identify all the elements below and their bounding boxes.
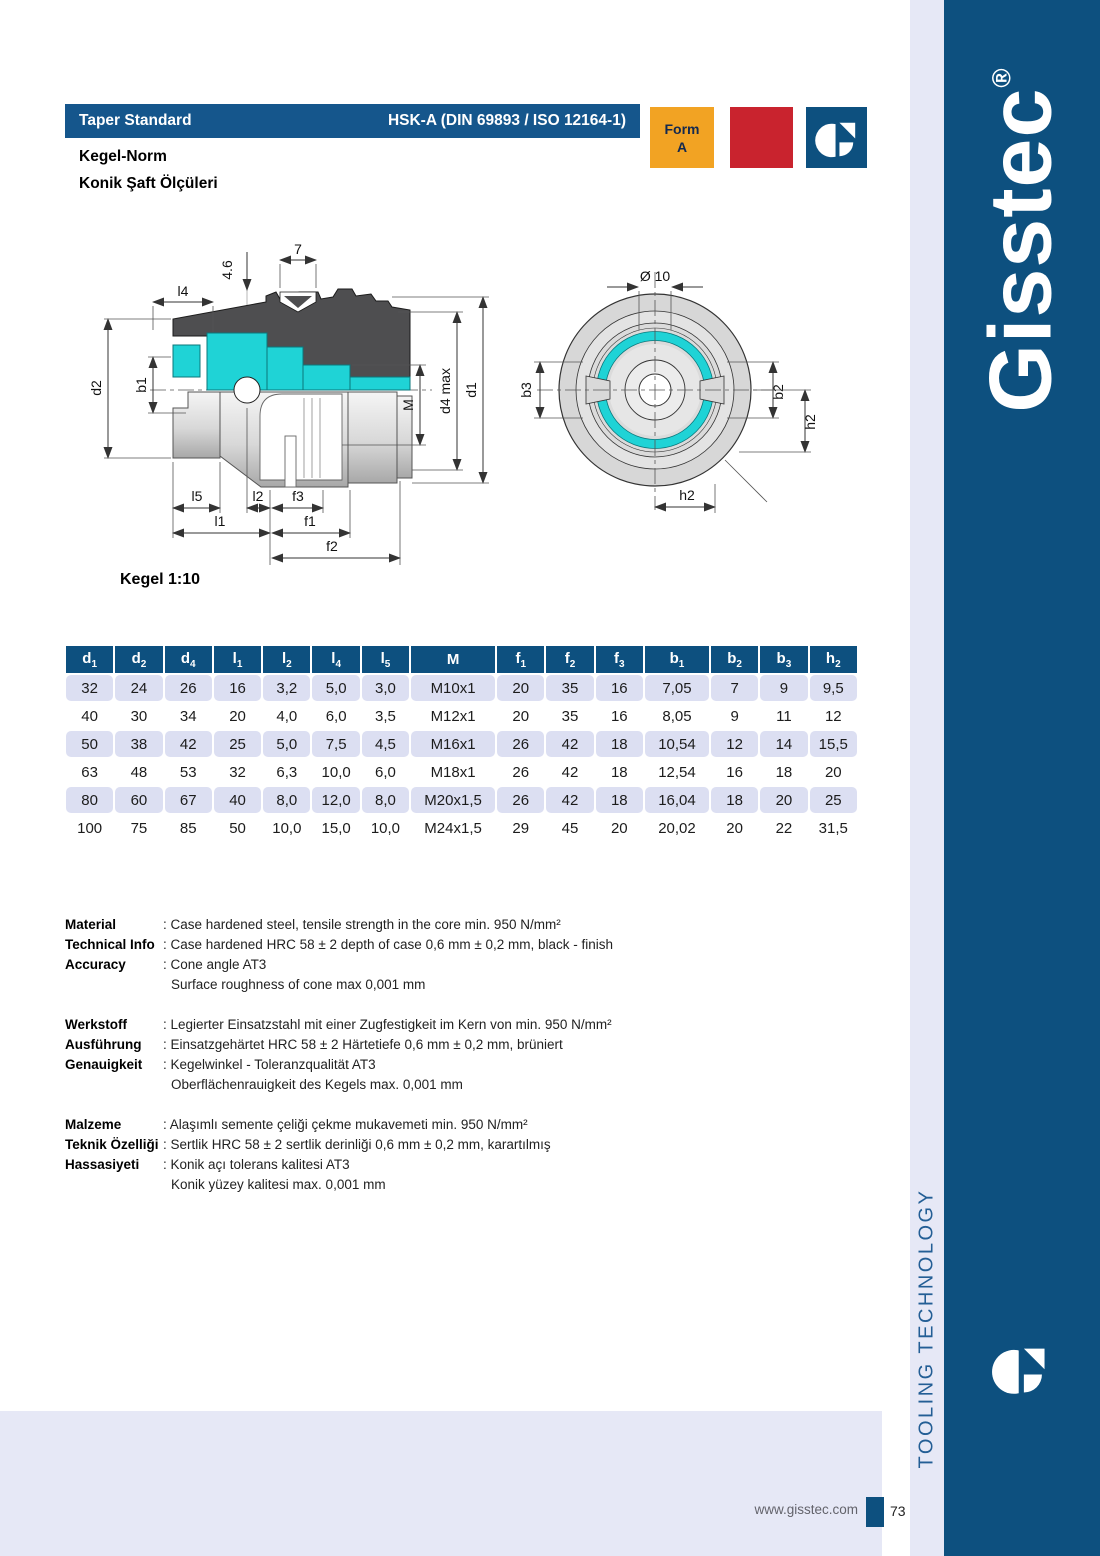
spec-row bbox=[65, 1115, 785, 1135]
table-cell: 20 bbox=[512, 707, 530, 725]
spec-label: Teknik Özelliği bbox=[65, 1137, 159, 1152]
dim-label-b2: b2 bbox=[770, 384, 786, 400]
table-cell: 5,0 bbox=[263, 731, 310, 757]
col-header-f1: $f_1$ bbox=[497, 646, 544, 673]
spec-label: Genauigkeit bbox=[65, 1057, 143, 1072]
col-header-f2: $f_2$ bbox=[546, 646, 593, 673]
table-cell: 40 bbox=[214, 787, 261, 813]
dim-label-4-6: 4.6 bbox=[219, 260, 235, 280]
table-cell: 100 bbox=[77, 819, 103, 837]
registered-trademark-icon: ® bbox=[987, 67, 1018, 88]
col-header-h2: $h_2$ bbox=[810, 646, 857, 673]
footer-band bbox=[0, 1411, 882, 1556]
col-header-b3: $b_3$ bbox=[760, 646, 807, 673]
dim-label-l1: l1 bbox=[214, 513, 226, 529]
table-cell: 12,0 bbox=[312, 787, 359, 813]
brand-logo-vertical bbox=[942, 50, 1100, 430]
col-header-l2: $l_2$ bbox=[263, 646, 310, 673]
table-cell: 8,05 bbox=[662, 707, 692, 725]
spec-row bbox=[65, 1035, 785, 1055]
spec-text: : Konik açı tolerans kalitesi AT3 bbox=[163, 1157, 350, 1172]
table-cell: 18 bbox=[596, 787, 643, 813]
table-cell: 20,02 bbox=[658, 819, 696, 837]
drawing-caption: Kegel 1:10 bbox=[120, 571, 201, 588]
table-cell: 10,0 bbox=[321, 763, 351, 781]
table-cell: 45 bbox=[561, 819, 579, 837]
table-cell: 7,5 bbox=[312, 731, 359, 757]
spec-label bbox=[65, 1075, 163, 1095]
table-cell: 4,5 bbox=[362, 731, 409, 757]
table-cell: 50 bbox=[229, 819, 246, 837]
spec-text: : Sertlik HRC 58 ± 2 sertlik derinliği 0,6 mm ± 0,2 mm, karartılmış bbox=[163, 1137, 551, 1152]
table-cell: 16 bbox=[596, 675, 643, 701]
page-number-marker bbox=[866, 1497, 884, 1527]
spec-text: : Case hardened HRC 58 ± 2 depth of case 0,6 mm ± 0,2 mm, black - finish bbox=[163, 937, 614, 952]
table-cell: 12 bbox=[824, 707, 842, 725]
col-header-d1: $d_1$ bbox=[66, 646, 113, 673]
brand-tagline-vertical bbox=[910, 1178, 944, 1478]
table-cell: 22 bbox=[775, 819, 793, 837]
table-cell: 16 bbox=[610, 707, 628, 725]
dim-label-b1: b1 bbox=[133, 377, 149, 393]
table-row bbox=[66, 675, 857, 701]
table-cell: 26 bbox=[512, 763, 530, 781]
side-view bbox=[88, 241, 489, 588]
table-cell: 42 bbox=[165, 731, 212, 757]
spec-row bbox=[65, 1055, 785, 1075]
dim-label-b3: b3 bbox=[518, 382, 534, 398]
spec-label bbox=[65, 975, 163, 995]
table-cell: 75 bbox=[130, 819, 148, 837]
front-view bbox=[518, 268, 818, 513]
gisstec-g-logo-small bbox=[806, 107, 867, 168]
table-cell: 25 bbox=[810, 787, 857, 813]
dim-label-f2: f2 bbox=[326, 538, 338, 554]
form-badge-line2: A bbox=[676, 138, 688, 155]
table-cell: 18 bbox=[596, 731, 643, 757]
table-cell: M16x1 bbox=[411, 731, 495, 757]
col-header-b2: $b_2$ bbox=[711, 646, 758, 673]
table-cell: M10x1 bbox=[411, 675, 495, 701]
table-cell: 34 bbox=[179, 707, 197, 725]
table-cell: 6,0 bbox=[325, 707, 347, 725]
table-cell: 85 bbox=[179, 819, 197, 837]
table-row bbox=[66, 703, 857, 729]
table-cell: 5,0 bbox=[312, 675, 359, 701]
table-cell: 12,54 bbox=[658, 763, 696, 781]
table-cell: 3,5 bbox=[375, 707, 396, 725]
page-number: 73 bbox=[890, 1503, 906, 1519]
header-logo-badge bbox=[806, 107, 867, 168]
spec-row bbox=[65, 955, 785, 975]
table-header-row bbox=[66, 646, 857, 673]
spec-row bbox=[65, 1075, 785, 1095]
table-cell: 53 bbox=[179, 763, 197, 781]
table-cell: 14 bbox=[760, 731, 807, 757]
table-cell: M24x1,5 bbox=[424, 819, 482, 837]
table-cell: 40 bbox=[81, 707, 98, 725]
table-cell: M12x1 bbox=[430, 707, 476, 725]
spec-label: Accuracy bbox=[65, 957, 126, 972]
dim-label-h2-bottom: h2 bbox=[679, 487, 695, 503]
table-cell: 35 bbox=[561, 707, 579, 725]
dim-label-7: 7 bbox=[294, 241, 302, 257]
spec-label: Technical Info bbox=[65, 937, 155, 952]
table-cell: 18 bbox=[610, 763, 628, 781]
table-cell: 67 bbox=[165, 787, 212, 813]
dim-label-l2: l2 bbox=[252, 488, 264, 504]
table-cell: 42 bbox=[546, 787, 593, 813]
table-cell: 11 bbox=[776, 707, 792, 725]
table-cell: 32 bbox=[66, 675, 113, 701]
spec-text: : Case hardened steel, tensile strength in the core min. 950 N/mm² bbox=[163, 917, 561, 932]
col-header-l1: $l_1$ bbox=[214, 646, 261, 673]
col-header-m: M bbox=[411, 646, 495, 673]
table-cell: 7 bbox=[711, 675, 758, 701]
table-cell: 80 bbox=[66, 787, 113, 813]
col-header-d4: $d_4$ bbox=[165, 646, 212, 673]
table-cell: 26 bbox=[165, 675, 212, 701]
spec-text: : Kegelwinkel - Toleranzqualität AT3 bbox=[163, 1057, 376, 1072]
spec-label: Werkstoff bbox=[65, 1017, 128, 1032]
dim-label-d4max: d4 max bbox=[437, 368, 453, 414]
dim-label-m: M bbox=[400, 399, 416, 411]
table-cell: 18 bbox=[711, 787, 758, 813]
spec-block-de bbox=[65, 1015, 785, 1095]
form-badge-line1: Form bbox=[664, 120, 700, 137]
spec-row bbox=[65, 1175, 785, 1195]
gisstec-g-logo bbox=[980, 1328, 1060, 1408]
table-cell: 9,5 bbox=[810, 675, 857, 701]
dim-label-h2-right: h2 bbox=[802, 414, 818, 430]
spec-row bbox=[65, 915, 785, 935]
table-cell: 20 bbox=[824, 763, 842, 781]
spec-label: Ausführung bbox=[65, 1037, 142, 1052]
table-cell: 12 bbox=[711, 731, 758, 757]
spec-text: : Legierter Einsatzstahl mit einer Zugfestigkeit im Kern von min. 950 N/mm² bbox=[163, 1017, 612, 1032]
spec-label: Hassasiyeti bbox=[65, 1157, 140, 1172]
table-cell: 24 bbox=[115, 675, 162, 701]
col-header-b1: $b_1$ bbox=[645, 646, 709, 673]
table-cell: 16,04 bbox=[645, 787, 709, 813]
table-cell: 8,0 bbox=[362, 787, 409, 813]
table-cell: 63 bbox=[81, 763, 98, 781]
table-cell: 31,5 bbox=[818, 819, 848, 837]
spec-text: Oberflächenrauigkeit des Kegels max. 0,001 mm bbox=[171, 1077, 463, 1092]
table-cell: 48 bbox=[130, 763, 148, 781]
table-cell: 16 bbox=[726, 763, 743, 781]
subtitle-turkish: Konik Şaft Ölçüleri bbox=[79, 175, 218, 192]
table-cell: 20 bbox=[610, 819, 628, 837]
header-bar bbox=[65, 104, 640, 138]
spec-label: Material bbox=[65, 917, 117, 932]
table-cell: 8,0 bbox=[263, 787, 310, 813]
table-cell: 6,0 bbox=[375, 763, 396, 781]
dimension-table bbox=[64, 644, 862, 843]
table-cell: 38 bbox=[115, 731, 162, 757]
table-body bbox=[66, 675, 857, 841]
table-cell: 26 bbox=[497, 731, 544, 757]
dim-label-f1: f1 bbox=[304, 513, 316, 529]
table-cell: 29 bbox=[512, 819, 530, 837]
spec-row bbox=[65, 1015, 785, 1035]
table-row bbox=[66, 759, 857, 785]
spec-label bbox=[65, 1175, 163, 1195]
standard-title: HSK-A (DIN 69893 / ISO 12164-1) bbox=[387, 112, 626, 129]
table-cell: 42 bbox=[561, 763, 579, 781]
table-cell: 6,3 bbox=[276, 763, 298, 781]
table-row bbox=[66, 787, 857, 813]
table-cell: 10,0 bbox=[272, 819, 302, 837]
table-cell: 35 bbox=[546, 675, 593, 701]
brand-logo-text: Gisstec® bbox=[971, 67, 1071, 413]
table-cell: M18x1 bbox=[430, 763, 476, 781]
table-cell: 10,0 bbox=[370, 819, 401, 837]
table-cell: 7,05 bbox=[645, 675, 709, 701]
table-cell: 10,54 bbox=[645, 731, 709, 757]
spec-block-en bbox=[65, 915, 785, 995]
spec-text: : Einsatzgehärtet HRC 58 ± 2 Härtetiefe 0,6 mm ± 0,2 mm, brüniert bbox=[163, 1037, 563, 1052]
subtitle-german: Kegel-Norm bbox=[79, 148, 167, 165]
spec-row bbox=[65, 975, 785, 995]
spec-row bbox=[65, 935, 785, 955]
table-cell: 4,0 bbox=[276, 707, 298, 725]
spec-row bbox=[65, 1135, 785, 1155]
table-row bbox=[66, 815, 857, 841]
table-cell: 60 bbox=[115, 787, 162, 813]
table-cell: 50 bbox=[66, 731, 113, 757]
dim-label-d1: d1 bbox=[463, 382, 479, 398]
spec-label: Malzeme bbox=[65, 1117, 122, 1132]
table-cell: 26 bbox=[497, 787, 544, 813]
col-header-l5: $l_5$ bbox=[362, 646, 409, 673]
spec-row bbox=[65, 1155, 785, 1175]
table-cell: 20 bbox=[229, 707, 246, 725]
website-link[interactable]: www.gisstec.com bbox=[754, 1502, 858, 1517]
spec-text: Surface roughness of cone max 0,001 mm bbox=[171, 977, 426, 992]
table-cell: 9 bbox=[760, 675, 807, 701]
table-cell: 3,0 bbox=[362, 675, 409, 701]
dim-label-l4: l4 bbox=[177, 283, 189, 299]
col-header-d2: $d_2$ bbox=[115, 646, 162, 673]
table-cell: 42 bbox=[546, 731, 593, 757]
red-category-badge bbox=[730, 107, 793, 168]
dim-label-d2: d2 bbox=[88, 380, 104, 396]
dim-label-dia10: Ø 10 bbox=[639, 268, 671, 284]
table-cell: 20 bbox=[760, 787, 807, 813]
page-title: Taper Standard bbox=[79, 112, 192, 129]
col-header-l4: $l_4$ bbox=[312, 646, 359, 673]
table-cell: 9 bbox=[730, 707, 739, 725]
table-cell: 20 bbox=[497, 675, 544, 701]
spec-text: : Cone angle AT3 bbox=[163, 957, 267, 972]
table-cell: 30 bbox=[130, 707, 148, 725]
table-cell: 16 bbox=[214, 675, 261, 701]
spec-block-tr bbox=[65, 1115, 785, 1195]
table-row bbox=[66, 731, 857, 757]
table-cell: M20x1,5 bbox=[411, 787, 495, 813]
table-cell: 15,0 bbox=[321, 819, 351, 837]
table-cell: 32 bbox=[229, 763, 246, 781]
table-cell: 18 bbox=[775, 763, 793, 781]
dim-label-f3: f3 bbox=[292, 488, 304, 504]
col-header-f3: $f_3$ bbox=[596, 646, 643, 673]
brand-tagline-text: TOOLING TECHNOLOGY bbox=[915, 1188, 938, 1468]
table-cell: 15,5 bbox=[810, 731, 857, 757]
table-cell: 25 bbox=[214, 731, 261, 757]
spec-text: Konik yüzey kalitesi max. 0,001 mm bbox=[171, 1177, 386, 1192]
dim-label-l5: l5 bbox=[191, 488, 203, 504]
table-cell: 3,2 bbox=[263, 675, 310, 701]
technical-drawing bbox=[80, 240, 870, 600]
table-cell: 20 bbox=[726, 819, 743, 837]
form-a-badge bbox=[650, 107, 714, 168]
spec-text: : Alaşımlı semente çeliği çekme mukavemeti min. 950 N/mm² bbox=[163, 1117, 528, 1132]
